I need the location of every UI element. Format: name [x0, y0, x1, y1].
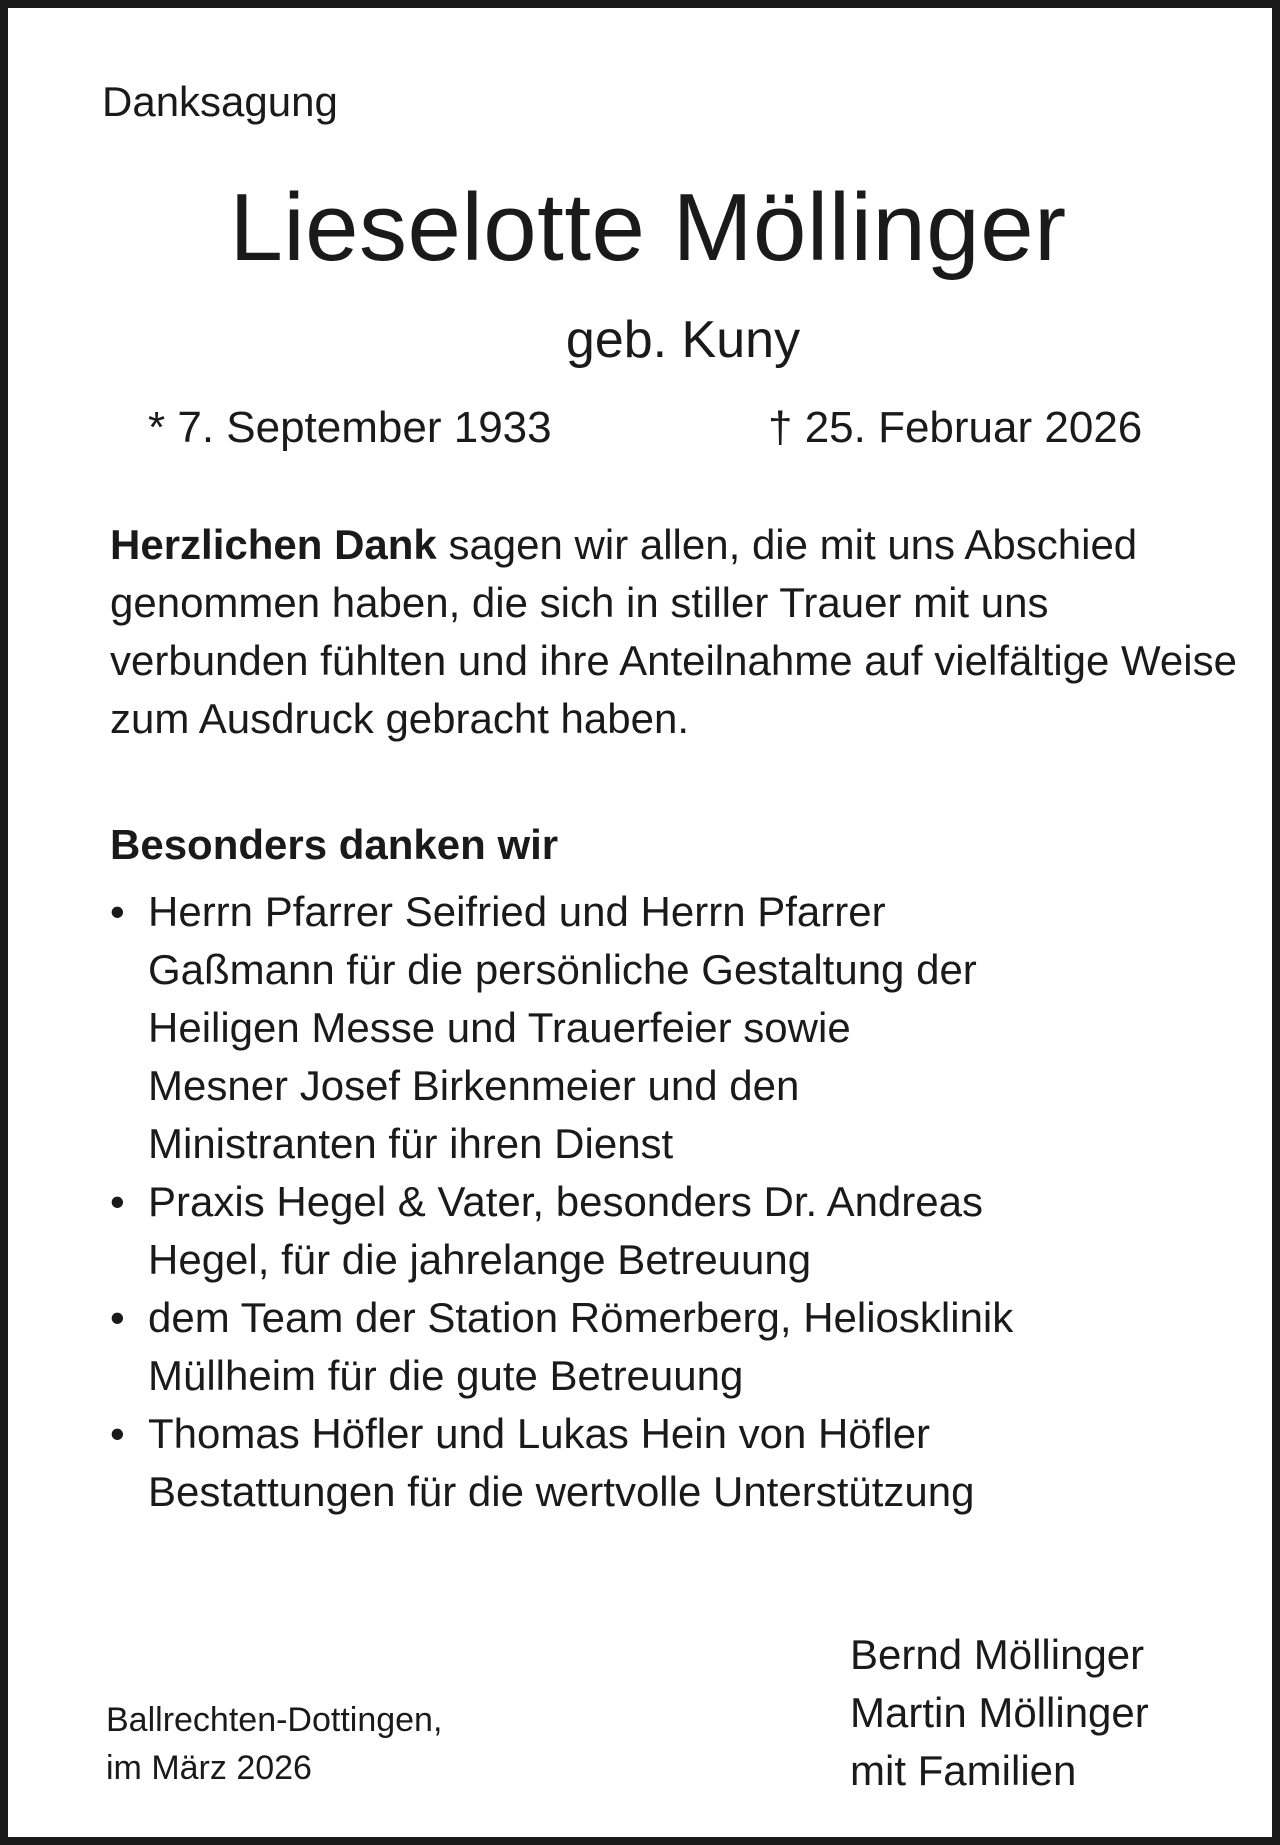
thanks-item	[110, 883, 1190, 1173]
thanks-item	[110, 1405, 1190, 1521]
death-date: † 25. Februar 2026	[768, 403, 1143, 452]
intro-text: sagen wir allen, die mit uns Abschied genommen haben, die sich in stiller Trauer mit uns verbunden fühlten und ihre Anteilnahme auf vielfältige Weise zum Ausdruck gebracht haben.	[110, 521, 1237, 742]
intro-paragraph	[110, 516, 1240, 748]
thanks-heading: Besonders danken wir	[110, 821, 559, 868]
deceased-name: Lieselotte Möllinger	[229, 174, 1067, 281]
place-and-date: Ballrechten-Dottingen, im März 2026	[106, 1701, 443, 1787]
thanks-list	[110, 883, 1190, 1521]
bullet-icon: •	[110, 1410, 125, 1457]
thanks-item-text: dem Team der Station Römerberg, Heliosklinik Müllheim für die gute Betreuung	[148, 1294, 1014, 1399]
intro-bold: Herzlichen Dank	[110, 521, 437, 568]
bullet-icon: •	[110, 1294, 125, 1341]
notice-heading: Danksagung	[102, 78, 338, 125]
bullet-icon: •	[110, 888, 125, 935]
maiden-name: geb. Kuny	[565, 311, 801, 369]
thanks-item-text: Praxis Hegel & Vater, besonders Dr. Andreas Hegel, für die jahrelange Betreuung	[148, 1178, 983, 1283]
birth-date: * 7. September 1933	[148, 403, 552, 452]
thanks-item	[110, 1173, 1190, 1289]
thanks-item	[110, 1289, 1190, 1405]
thanks-item-text: Thomas Höfler und Lukas Hein von Höfler Bestattungen für die wertvolle Unterstützung	[148, 1410, 975, 1515]
bullet-icon: •	[110, 1178, 125, 1225]
signers: Bernd Möllinger Martin Möllinger mit Familien	[850, 1631, 1149, 1794]
thanks-item-text: Herrn Pfarrer Seifried und Herrn Pfarrer Gaßmann für die persönliche Gestaltung der Heiligen Messe und Trauerfeier sowie Mesner Josef Birkenmeier und den Ministranten für ihren Dienst	[148, 888, 977, 1167]
